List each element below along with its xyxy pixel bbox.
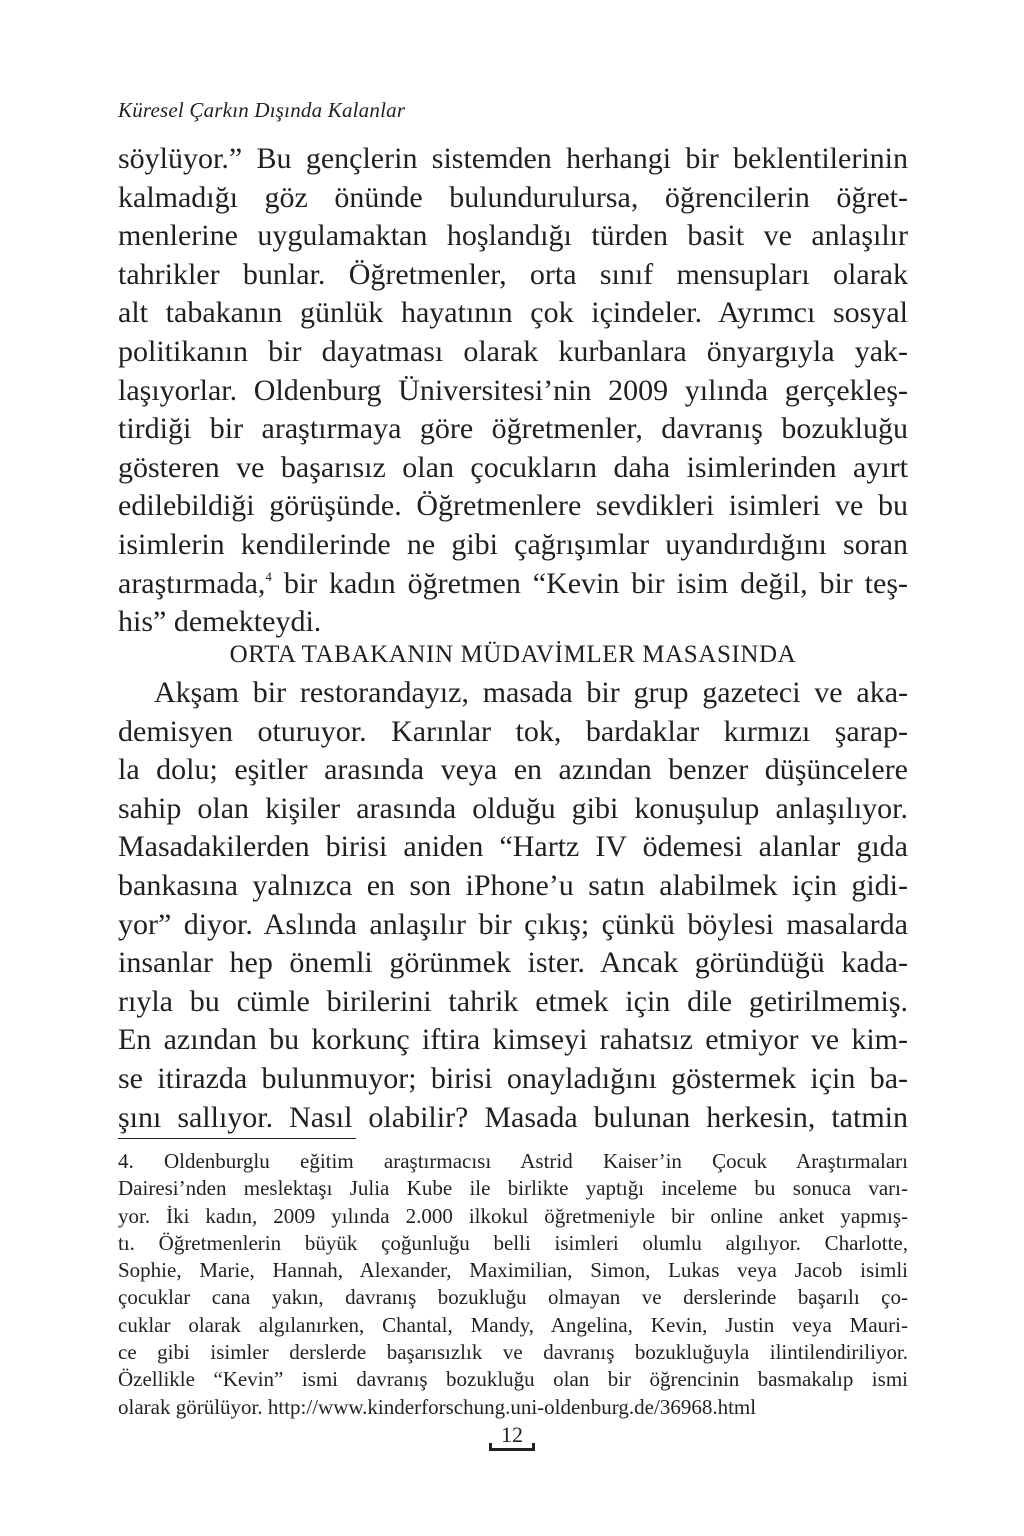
footnote-line: çocuklar cana yakın, davranış bozukluğu olmayan ve derslerinde başarılı ço- <box>118 1285 908 1310</box>
text-line: bankasına yalnızca en son iPhone’u satın alabilmek için gidi- <box>118 868 908 902</box>
text-line: sahip olan kişiler arasında olduğu gibi konuşulup anlaşılıyor. <box>118 791 908 825</box>
text-line: tahrikler bunlar. Öğretmenler, orta sınıf mensupları olarak <box>118 257 908 291</box>
page-number-container <box>0 1422 1024 1451</box>
section-heading: ORTA TABAKANIN MÜDAVİMLER MASASINDA <box>229 641 797 668</box>
text-line: Masadakilerden birisi aniden “Hartz IV ödemesi alanlar gıda <box>118 830 908 864</box>
text-line: yor” diyor. Aslında anlaşılır bir çıkış; çünkü böylesi masalarda <box>118 907 908 941</box>
text-line: la dolu; eşitler arasında veya en azından benzer düşüncelere <box>118 753 908 787</box>
text-line: gösteren ve başarısız olan çocukların daha isimlerinden ayırt <box>118 450 908 484</box>
footnote-line-url: olarak görülüyor. http://www.kinderforschung.uni-oldenburg.de/36968.html <box>118 1394 757 1419</box>
text-line: şını sallıyor. Nasıl olabilir? Masada bulunan herkesin, tatmin <box>118 1100 908 1134</box>
text-fragment: araştırmada, <box>118 566 266 600</box>
running-head: Küresel Çarkın Dışında Kalanlar <box>118 98 406 122</box>
text-line: Akşam bir restorandayız, masada bir grup gazeteci ve aka- <box>154 676 908 709</box>
text-line: laşıyorlar. Oldenburg Üniversitesi’nin 2009 yılında gerçekleş- <box>118 373 908 407</box>
text-line: alt tabakanın günlük hayatının çok içindeler. Ayrımcı sosyal <box>118 296 908 330</box>
text-line-with-footnote-ref <box>118 565 908 604</box>
text-line: menlerine uygulamaktan hoşlandığı türden basit ve anlaşılır <box>118 219 908 253</box>
footnote-reference[interactable]: 4 <box>265 568 272 584</box>
footnote-line: ce gibi isimler derslerde başarısızlık ve davranış bozukluğuyla ilintilendiriliyor. <box>118 1340 908 1365</box>
text-line: his” demekteydi. <box>118 605 322 639</box>
footnote-line: Özellikle “Kevin” ismi davranış bozukluğu olan bir öğrencinin basmakalıp ismi <box>118 1367 908 1392</box>
text-line: politikanın bir dayatması olarak kurbanlara önyargıyla yak- <box>118 334 908 368</box>
footnote-line: Dairesi’nden meslektaşı Julia Kube ile birlikte yaptığı inceleme bu sonuca varı- <box>118 1176 908 1201</box>
footnote-4 <box>118 1148 908 1421</box>
text-line: kalmadığı göz önünde bulundurulursa, öğrencilerin öğret- <box>118 180 908 214</box>
footnote-divider <box>118 1138 356 1139</box>
footnote-line: yor. İki kadın, 2009 yılında 2.000 ilkokul öğretmeniyle bir online anket yapmış- <box>118 1203 908 1228</box>
footnote-line: cuklar olarak algılanırken, Chantal, Mandy, Angelina, Kevin, Justin veya Mauri- <box>118 1312 908 1337</box>
paragraph-1 <box>118 140 908 642</box>
footnote-line: Sophie, Marie, Hannah, Alexander, Maximilian, Simon, Lukas veya Jacob isimli <box>118 1258 908 1283</box>
footnote-line: 4. Oldenburglu eğitim araştırmacısı Astrid Kaiser’in Çocuk Araştırmaları <box>118 1149 908 1173</box>
text-line: söylüyor.” Bu gençlerin sistemden herhangi bir beklentilerinin <box>118 142 908 175</box>
text-line: edilebildiği görüşünde. Öğretmenlere sevdikleri isimleri ve bu <box>118 489 908 523</box>
text-line: isimlerin kendilerinde ne gibi çağrışımlar uyandırdığını soran <box>118 527 908 561</box>
text-line: insanlar hep önemli görünmek ister. Ancak göründüğü kada- <box>118 946 908 980</box>
text-line: tirdiği bir araştırmaya göre öğretmenler, davranış bozukluğu <box>118 412 908 446</box>
text-line: se itirazda bulunmuyor; birisi onayladığını göstermek için ba- <box>118 1061 908 1095</box>
page-number: 12 <box>489 1422 535 1451</box>
text-line: rıyla bu cümle birilerini tahrik etmek için dile getirilmemiş. <box>118 984 908 1018</box>
text-fragment: bir kadın öğretmen “Kevin bir isim değil, bir teş- <box>271 566 908 600</box>
text-line: En azından bu korkunç iftira kimseyi rahatsız etmiyor ve kim- <box>118 1023 908 1057</box>
paragraph-2 <box>118 674 908 1137</box>
footnote-line: tı. Öğretmenlerin büyük çoğunluğu belli isimleri olumlu algılıyor. Charlotte, <box>118 1230 908 1255</box>
text-line: demisyen oturuyor. Karınlar tok, bardaklar kırmızı şarap- <box>118 714 908 748</box>
